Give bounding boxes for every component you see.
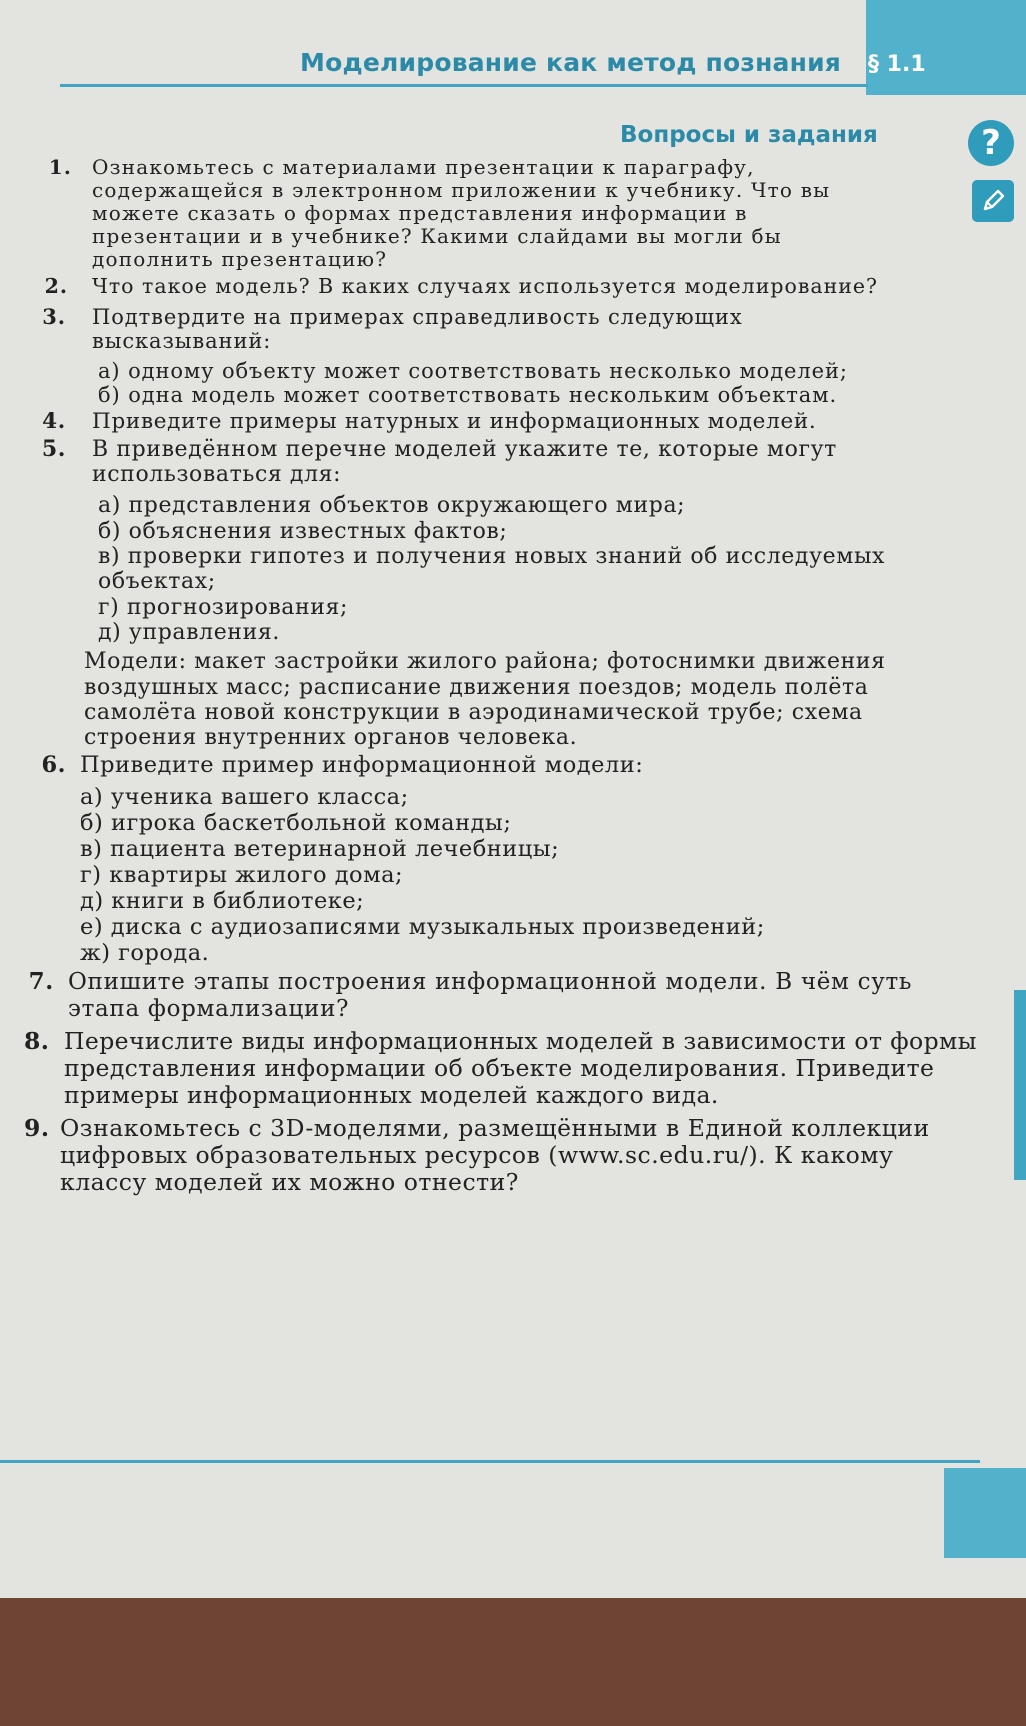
subitem: е) диска с аудиозаписями музыкальных произведений; (80, 913, 765, 940)
subitem: в) проверки гипотез и получения новых знаний об исследуемых объектах; (98, 544, 886, 595)
question-number: 9. (24, 1114, 50, 1143)
question-3 (24, 305, 974, 408)
subitem: а) ученика вашего класса; (80, 784, 409, 811)
subitem: а) одному объекту может соответствовать несколько моделей; (98, 358, 848, 383)
question-6 (24, 753, 974, 966)
question-number: 3. (42, 303, 66, 329)
question-number: 4. (42, 409, 66, 435)
footer-tab (944, 1468, 1026, 1558)
header-tab (866, 0, 1026, 95)
question-text: Ознакомьтесь с материалами презентации к параграфу, содержащейся в электронном приложении к учебнику. Что вы можете сказать о формах представления информации в презентации и в учебнике? Какими слайдами вы могли бы дополнить презентацию? (92, 155, 831, 271)
pencil-icon (972, 180, 1014, 222)
question-text: Приведите пример информационной модели: (80, 752, 644, 779)
question-mark-icon: ? (968, 120, 1014, 166)
section-number: § 1.1 (868, 52, 926, 77)
subitem: д) книги в библиотеке; (80, 887, 365, 914)
question-8 (24, 1027, 977, 1110)
subitem: г) прогнозирования; (98, 594, 349, 620)
chapter-title: Моделирование как метод познания (300, 48, 842, 77)
subitem: г) квартиры жилого дома; (80, 861, 404, 888)
questions-list (24, 155, 977, 1197)
subitem: д) управления. (98, 619, 280, 645)
section-title: Вопросы и задания (620, 122, 878, 148)
models-list: Модели: макет застройки жилого района; фотоснимки движения воздушных масс; расписание движения поездов; модель полёта самолёта новой конструкции в аэродинамической трубе; схема строения внутренних органов человека. (84, 649, 886, 751)
subitem: б) объяснения известных фактов; (98, 518, 508, 544)
question-number: 6. (41, 752, 66, 779)
subitem: б) одна модель может соответствовать нескольким объектам. (98, 382, 838, 407)
question-text: Подтвердите на примерах справедливость следующих высказываний: (92, 304, 743, 353)
question-number: 5. (41, 435, 66, 462)
subitem: ж) города. (80, 939, 210, 966)
footer-divider (0, 1460, 980, 1463)
question-text: Ознакомьтесь с 3D-моделями, размещёнными в Единой коллекции цифровых образовательных ресурсов (www.sc.edu.ru/). К какому классу моделей их можно отнести? (60, 1114, 930, 1197)
subitem: а) представления объектов окружающего мира; (98, 493, 686, 519)
question-number: 8. (24, 1027, 50, 1056)
question-number: 1. (48, 155, 72, 179)
question-number: 7. (28, 968, 54, 996)
question-text: В приведённом перечне моделей укажите те, которые могут использоваться для: (92, 436, 837, 488)
question-5 (24, 437, 974, 751)
subitem: в) пациента ветеринарной лечебницы; (80, 836, 560, 863)
question-7 (24, 969, 974, 1022)
question-1 (24, 156, 974, 271)
subitem: б) игрока баскетбольной команды; (80, 810, 512, 837)
question-9 (24, 1115, 974, 1196)
question-text: Опишите этапы построения информационной модели. В чём суть этапа формализации? (68, 969, 913, 1022)
question-2 (24, 275, 974, 299)
question-text: Приведите примеры натурных и информационных моделей. (92, 409, 817, 435)
header-divider (60, 84, 868, 87)
question-4 (24, 410, 974, 435)
question-number: 2. (44, 274, 68, 298)
question-text: Что такое модель? В каких случаях используется моделирование? (92, 274, 879, 298)
side-tab (1014, 990, 1026, 1180)
question-text: Перечислите виды информационных моделей в зависимости от формы представления информации об объекте моделирования. Приведите примеры информационных моделей каждого вида. (64, 1027, 977, 1110)
